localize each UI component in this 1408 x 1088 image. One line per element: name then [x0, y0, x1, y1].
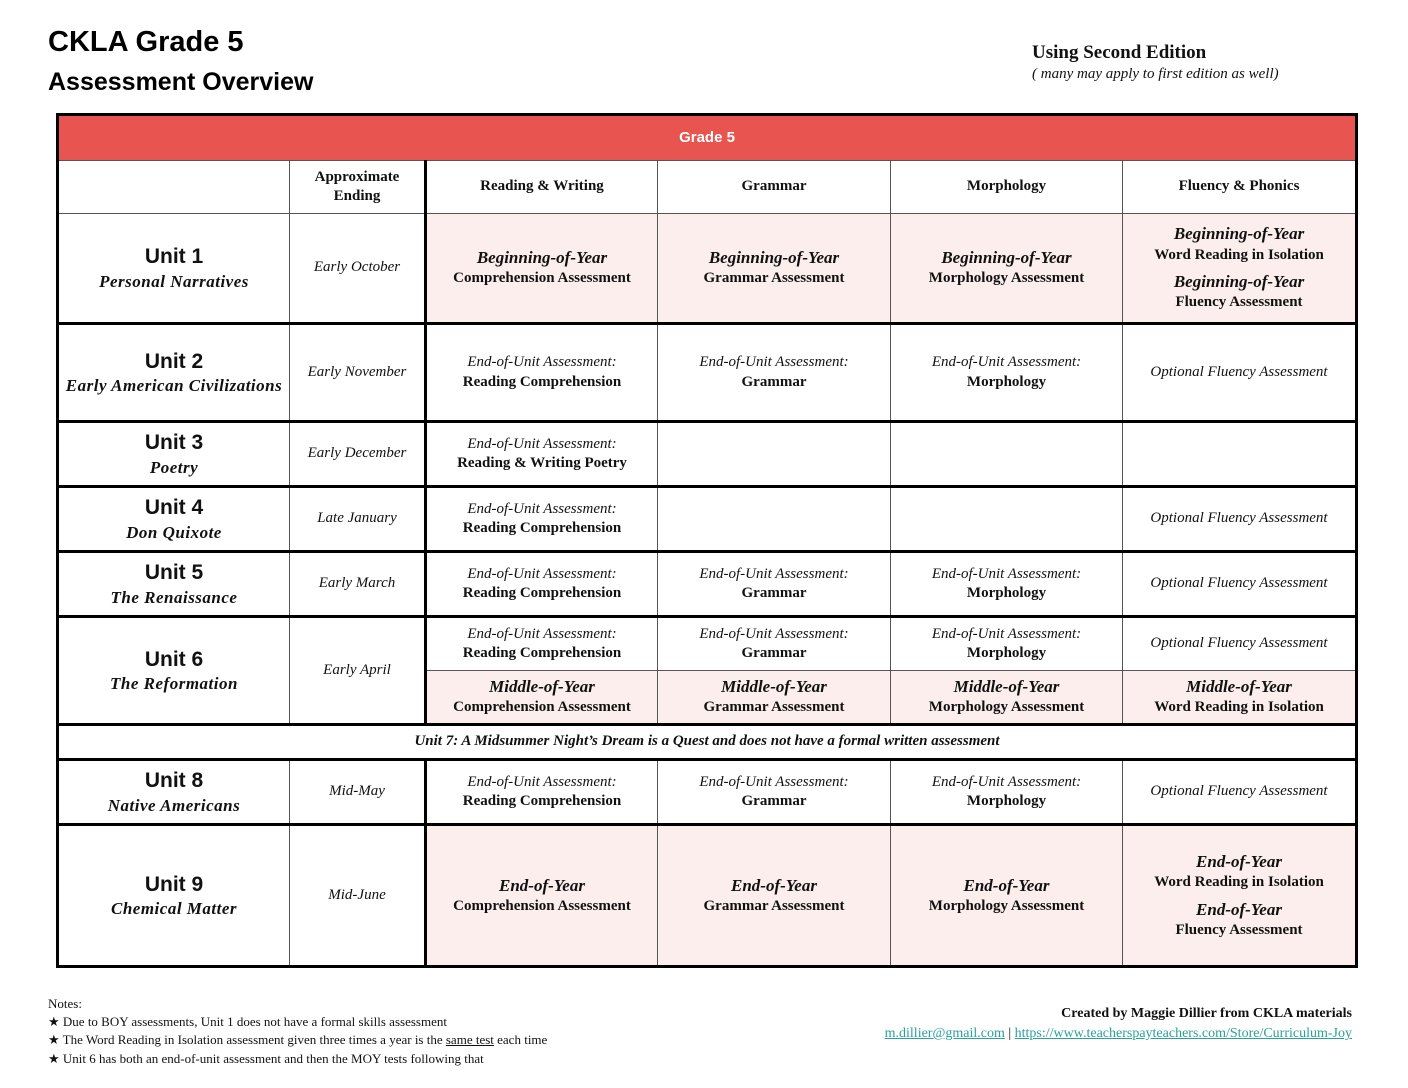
unit-number: Unit 6 — [144, 647, 204, 671]
assessment-name: Grammar — [741, 645, 807, 661]
moy-reading-cell — [426, 671, 658, 725]
assessment-name: Morphology — [966, 645, 1047, 661]
unit-cell — [58, 617, 290, 725]
unit-number: Unit 3 — [144, 431, 204, 455]
note-item — [48, 1031, 547, 1049]
unit-cell — [58, 552, 290, 617]
grammar-cell — [658, 825, 891, 967]
table-row — [58, 825, 1357, 967]
assessment-name: Word Reading in Isolation — [1154, 246, 1324, 263]
unit-name: The Reformation — [110, 674, 238, 694]
ending-cell: Late January — [290, 487, 426, 552]
fluency-cell — [1123, 487, 1357, 552]
grammar-cell — [658, 617, 891, 671]
ending-cell: Early December — [290, 422, 426, 487]
notes-section — [48, 995, 547, 1068]
unit-cell — [58, 825, 290, 967]
unit-name: Chemical Matter — [110, 899, 238, 919]
table-row — [58, 617, 1357, 671]
header-reading: Reading & Writing — [426, 161, 658, 214]
assessment-type: End-of-Unit Assessment: — [699, 625, 849, 642]
assessment-type: Optional Fluency Assessment — [1150, 575, 1328, 592]
assessment-type: Middle-of-Year — [489, 677, 595, 697]
assessment-type: End-of-Year — [1196, 851, 1282, 871]
fluency-cell — [1123, 422, 1357, 487]
note-text: each time — [493, 1032, 548, 1048]
grammar-cell — [658, 487, 891, 552]
unit-name: Native Americans — [107, 795, 241, 815]
morphology-cell — [891, 487, 1123, 552]
email-link[interactable]: m.dillier@gmail.com — [884, 1026, 1005, 1041]
credit-links — [885, 1026, 1352, 1042]
unit-number: Unit 8 — [144, 769, 204, 793]
assessment-type: End-of-Year — [499, 875, 585, 895]
ending-cell: Mid-June — [290, 825, 426, 967]
page-subtitle: Assessment Overview — [48, 68, 314, 96]
page-title: CKLA Grade 5 — [48, 26, 244, 58]
grammar-cell — [658, 760, 891, 825]
assessment-type: Optional Fluency Assessment — [1150, 783, 1328, 800]
assessment-name: Reading Comprehension — [462, 585, 622, 601]
assessment-name: Grammar — [741, 373, 807, 390]
ending-cell: Mid-May — [290, 760, 426, 825]
assessment-type: End-of-Unit Assessment: — [699, 565, 849, 582]
reading-cell — [426, 324, 658, 422]
morphology-cell — [891, 825, 1123, 967]
assessment-type: Middle-of-Year — [1186, 677, 1292, 697]
edition-note: ( many may apply to first edition as well) — [1032, 66, 1279, 82]
link-separator: | — [1008, 1026, 1012, 1041]
ending-cell: Early November — [290, 324, 426, 422]
assessment-type: End-of-Unit Assessment: — [931, 354, 1082, 370]
assessment-type: Optional Fluency Assessment — [1150, 510, 1328, 527]
unit-cell — [58, 214, 290, 324]
table-row — [58, 487, 1357, 552]
unit-number: Unit 2 — [144, 349, 204, 373]
assessment-name: Comprehension Assessment — [453, 699, 631, 716]
assessment-type: End-of-Unit Assessment: — [467, 435, 617, 452]
table-row — [58, 214, 1357, 324]
note-text: ★ The Word Reading in Isolation assessment given three times a year is the — [48, 1032, 446, 1048]
assessment-type: End-of-Unit Assessment: — [931, 625, 1082, 642]
assessment-type: End-of-Unit Assessment: — [699, 773, 849, 790]
fluency-cell — [1123, 760, 1357, 825]
unit-name: Personal Narratives — [99, 271, 249, 291]
ending-cell: Early April — [290, 617, 426, 725]
assessment-type: End-of-Unit Assessment: — [467, 625, 617, 642]
unit7-note: Unit 7: A Midsummer Night’s Dream is a Quest and does not have a formal written assessment — [58, 725, 1357, 760]
header-empty-cell — [58, 161, 290, 214]
assessment-type: End-of-Year — [963, 875, 1050, 895]
assessment-type: Optional Fluency Assessment — [1150, 635, 1328, 652]
unit-name: Don Quixote — [126, 522, 222, 542]
morphology-cell — [891, 552, 1123, 617]
ending-cell: Early October — [290, 214, 426, 324]
assessment-name: Morphology Assessment — [928, 270, 1085, 287]
credit-line: Created by Maggie Dillier from CKLA materials — [1061, 1006, 1352, 1021]
grammar-cell — [658, 324, 891, 422]
assessment-name: Comprehension Assessment — [453, 270, 631, 287]
table-row — [58, 725, 1357, 760]
unit-number: Unit 1 — [144, 245, 204, 269]
reading-cell — [426, 214, 658, 324]
fluency-cell — [1123, 552, 1357, 617]
fluency-cell — [1123, 617, 1357, 671]
assessment-type: Beginning-of-Year — [1173, 272, 1305, 291]
unit-cell — [58, 324, 290, 422]
assessment-name: Reading Comprehension — [462, 645, 622, 661]
reading-cell — [426, 422, 658, 487]
unit-cell — [58, 760, 290, 825]
assessment-name: Reading & Writing Poetry — [457, 455, 627, 471]
assessment-name: Word Reading in Isolation — [1154, 874, 1324, 890]
credit-section — [885, 1006, 1352, 1042]
assessment-type: Beginning-of-Year — [476, 248, 608, 268]
assessment-name: Word Reading in Isolation — [1154, 699, 1324, 716]
grammar-cell — [658, 214, 891, 324]
assessment-type: Optional Fluency Assessment — [1150, 363, 1328, 380]
fluency-cell — [1123, 324, 1357, 422]
assessment-type: End-of-Unit Assessment: — [467, 500, 617, 517]
store-link[interactable]: https://www.teacherspayteachers.com/Store/Curriculum-Joy — [1014, 1026, 1352, 1041]
unit-cell — [58, 487, 290, 552]
reading-cell — [426, 617, 658, 671]
assessment-table — [56, 113, 1358, 968]
assessment-name: Fluency Assessment — [1175, 921, 1303, 938]
assessment-type: Beginning-of-Year — [1173, 224, 1305, 244]
fluency-cell — [1123, 825, 1357, 967]
note-item: ★ Unit 6 has both an end-of-unit assessment and then the MOY tests following that — [48, 1050, 484, 1066]
assessment-type: End-of-Year — [1196, 899, 1282, 919]
assessment-type: Middle-of-Year — [721, 677, 827, 697]
assessment-type: End-of-Unit Assessment: — [931, 773, 1082, 790]
assessment-type: End-of-Unit Assessment: — [931, 565, 1082, 582]
assessment-name: Morphology Assessment — [928, 699, 1085, 716]
unit-number: Unit 4 — [144, 496, 204, 520]
morphology-cell — [891, 760, 1123, 825]
assessment-type: End-of-Unit Assessment: — [467, 773, 617, 790]
note-item: ★ Due to BOY assessments, Unit 1 does not have a formal skills assessment — [48, 1014, 447, 1030]
assessment-type: End-of-Unit Assessment: — [467, 354, 617, 370]
table-row — [58, 324, 1357, 422]
moy-fluency-cell — [1123, 671, 1357, 725]
unit-name: Poetry — [149, 457, 199, 477]
reading-cell — [426, 487, 658, 552]
header-fluency: Fluency & Phonics — [1123, 161, 1357, 214]
moy-grammar-cell — [658, 671, 891, 725]
assessment-name: Morphology — [966, 793, 1047, 809]
morphology-cell — [891, 324, 1123, 422]
assessment-name: Reading Comprehension — [462, 373, 622, 390]
table-row — [58, 552, 1357, 617]
notes-label: Notes: — [48, 996, 82, 1011]
reading-cell — [426, 552, 658, 617]
fluency-cell — [1123, 214, 1357, 324]
header-ending: Approximate Ending — [290, 161, 426, 214]
assessment-name: Morphology Assessment — [928, 897, 1085, 914]
assessment-name: Grammar Assessment — [703, 897, 845, 914]
note-underlined: same test — [445, 1032, 494, 1048]
assessment-name: Grammar Assessment — [703, 270, 845, 287]
reading-cell — [426, 760, 658, 825]
assessment-name: Reading Comprehension — [462, 793, 622, 809]
header-grammar: Grammar — [658, 161, 891, 214]
assessment-name: Grammar — [741, 793, 807, 809]
assessment-name: Comprehension Assessment — [453, 897, 631, 914]
grammar-cell — [658, 422, 891, 487]
table-row — [58, 760, 1357, 825]
table-row — [58, 422, 1357, 487]
grammar-cell — [658, 552, 891, 617]
unit-name: Early American Civilizations — [65, 376, 283, 396]
assessment-type: Middle-of-Year — [953, 677, 1060, 697]
morphology-cell — [891, 617, 1123, 671]
header-morphology: Morphology — [891, 161, 1123, 214]
assessment-type: Beginning-of-Year — [941, 248, 1072, 268]
assessment-name: Morphology — [966, 585, 1047, 601]
assessment-name: Fluency Assessment — [1175, 294, 1303, 311]
unit-number: Unit 9 — [144, 872, 204, 896]
moy-morphology-cell — [891, 671, 1123, 725]
unit-name: The Renaissance — [110, 587, 238, 607]
assessment-type: End-of-Unit Assessment: — [699, 354, 849, 370]
assessment-name: Grammar Assessment — [703, 699, 845, 716]
assessment-name: Grammar — [741, 585, 807, 601]
edition-label: Using Second Edition — [1032, 42, 1207, 63]
morphology-cell — [891, 422, 1123, 487]
assessment-name: Morphology — [966, 373, 1047, 390]
assessment-type: End-of-Unit Assessment: — [467, 565, 617, 582]
morphology-cell — [891, 214, 1123, 324]
assessment-type: Beginning-of-Year — [708, 248, 840, 268]
ending-cell: Early March — [290, 552, 426, 617]
assessment-name: Reading Comprehension — [462, 520, 622, 536]
reading-cell — [426, 825, 658, 967]
edition-info — [1032, 42, 1279, 83]
unit-number: Unit 5 — [144, 561, 204, 585]
assessment-type: End-of-Year — [731, 875, 817, 895]
unit-cell — [58, 422, 290, 487]
grade-banner: Grade 5 — [58, 115, 1357, 161]
